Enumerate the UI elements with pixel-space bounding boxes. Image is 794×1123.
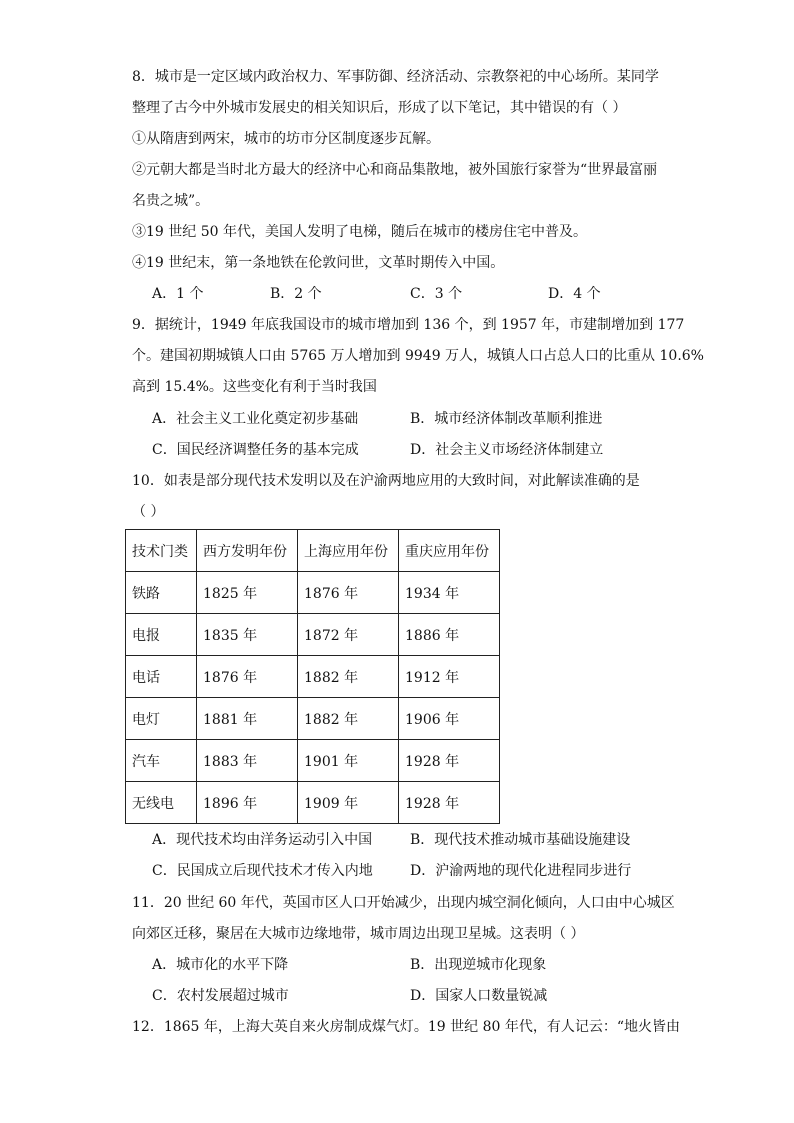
table-header-cell: 上海应用年份 — [298, 530, 399, 572]
q9-option-a[interactable]: A．社会主义工业化奠定初步基础 — [152, 411, 359, 427]
table-row — [126, 572, 500, 614]
table-header-cell: 西方发明年份 — [197, 530, 298, 572]
q9-stem-line3: 高到 15.4%。这些变化有利于当时我国 — [132, 379, 377, 395]
table-cell: 1876 年 — [298, 572, 399, 614]
q10-stem-line2: （ ） — [132, 504, 165, 520]
table-row — [126, 740, 500, 782]
q9-stem-line1: 9．据统计，1949 年底我国设市的城市增加到 136 个，到 1957 年，市建制增加到 177 — [132, 317, 685, 333]
q8-option-c[interactable]: C．3 个 — [410, 286, 463, 302]
table-cell: 1883 年 — [197, 740, 298, 782]
table-cell: 电话 — [126, 656, 197, 698]
table-cell: 1835 年 — [197, 614, 298, 656]
q8-stem-line2: 整理了古今中外城市发展史的相关知识后，形成了以下笔记，其中错误的有（ ） — [132, 100, 627, 116]
table-header-cell: 技术门类 — [126, 530, 197, 572]
q9-option-c[interactable]: C．国民经济调整任务的基本完成 — [152, 442, 359, 458]
q8-stem-line1: 8．城市是一定区域内政治权力、军事防御、经济活动、宗教祭祀的中心场所。某同学 — [132, 69, 659, 85]
table-row — [126, 656, 500, 698]
table-cell: 1912 年 — [399, 656, 500, 698]
table-cell: 1906 年 — [399, 698, 500, 740]
q9-option-b[interactable]: B．城市经济体制改革顺利推进 — [410, 411, 603, 427]
table-header-cell: 重庆应用年份 — [399, 530, 500, 572]
q11-option-d[interactable]: D．国家人口数量锐减 — [410, 988, 548, 1004]
table-cell: 汽车 — [126, 740, 197, 782]
table-cell: 电报 — [126, 614, 197, 656]
q10-option-c[interactable]: C．民国成立后现代技术才传入内地 — [152, 863, 373, 879]
q10-stem-line1: 10．如表是部分现代技术发明以及在沪渝两地应用的大致时间，对此解读准确的是 — [132, 473, 640, 489]
q8-option-b[interactable]: B．2 个 — [270, 286, 322, 302]
q9-stem-line2: 个。建国初期城镇人口由 5765 万人增加到 9949 万人，城镇人口占总人口的比重从 10.6% — [132, 348, 704, 364]
table-cell: 铁路 — [126, 572, 197, 614]
q11-option-b[interactable]: B．出现逆城市化现象 — [410, 957, 547, 973]
table-cell: 无线电 — [126, 782, 197, 824]
q11-stem-line2: 向郊区迁移，聚居在大城市边缘地带，城市周边出现卫星城。这表明（ ） — [132, 926, 585, 942]
table-cell: 1882 年 — [298, 656, 399, 698]
q8-item2-line2: 名贵之城”。 — [132, 193, 210, 209]
q8-item3: ③19 世纪 50 年代，美国人发明了电梯，随后在城市的楼房住宅中普及。 — [132, 224, 587, 240]
table-cell: 1872 年 — [298, 614, 399, 656]
table-cell: 1909 年 — [298, 782, 399, 824]
table-row — [126, 782, 500, 824]
table-row — [126, 698, 500, 740]
q10-option-a[interactable]: A．现代技术均由洋务运动引入中国 — [152, 832, 373, 848]
table-header-row — [126, 530, 500, 572]
q8-item4: ④19 世纪末，第一条地铁在伦敦问世，文革时期传入中国。 — [132, 255, 505, 271]
tech-adoption-table — [125, 529, 500, 824]
table-cell: 1886 年 — [399, 614, 500, 656]
q10-option-b[interactable]: B．现代技术推动城市基础设施建设 — [410, 832, 631, 848]
q8-option-d[interactable]: D．4 个 — [548, 286, 601, 302]
table-cell: 1928 年 — [399, 782, 500, 824]
table-cell: 1896 年 — [197, 782, 298, 824]
q8-item1: ①从隋唐到两宋，城市的坊市分区制度逐步瓦解。 — [132, 131, 440, 147]
q11-option-a[interactable]: A．城市化的水平下降 — [152, 957, 289, 973]
q8-item2-line1: ②元朝大都是当时北方最大的经济中心和商品集散地，被外国旅行家誉为“世界最富丽 — [132, 162, 658, 178]
table-cell: 1881 年 — [197, 698, 298, 740]
table-cell: 1934 年 — [399, 572, 500, 614]
table-cell: 1825 年 — [197, 572, 298, 614]
q11-option-c[interactable]: C．农村发展超过城市 — [152, 988, 289, 1004]
table-cell: 电灯 — [126, 698, 197, 740]
table-cell: 1901 年 — [298, 740, 399, 782]
q11-stem-line1: 11．20 世纪 60 年代，英国市区人口开始减少，出现内城空洞化倾向，人口由中心城区 — [132, 895, 675, 911]
table-row — [126, 614, 500, 656]
q12-stem-line1: 12．1865 年，上海大英自来火房制成煤气灯。19 世纪 80 年代，有人记云：“地火皆由 — [132, 1019, 681, 1035]
table-cell: 1876 年 — [197, 656, 298, 698]
q10-option-d[interactable]: D．沪渝两地的现代化进程同步进行 — [410, 863, 632, 879]
table-cell: 1928 年 — [399, 740, 500, 782]
q9-option-d[interactable]: D．社会主义市场经济体制建立 — [410, 442, 604, 458]
table-cell: 1882 年 — [298, 698, 399, 740]
q8-option-a[interactable]: A．1 个 — [152, 286, 204, 302]
